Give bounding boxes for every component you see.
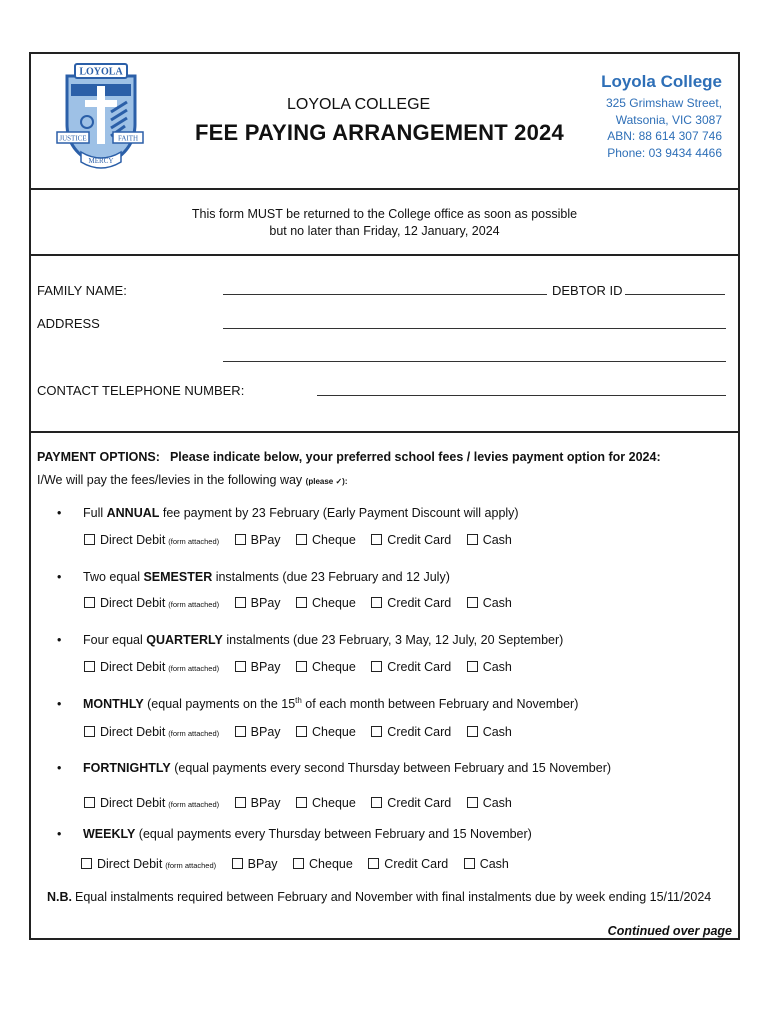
- option-keyword: ANNUAL: [106, 506, 160, 520]
- address-field-line-2[interactable]: [223, 361, 726, 362]
- family-name-field[interactable]: [223, 294, 547, 295]
- checkbox-icon[interactable]: [235, 534, 246, 545]
- option-text: instalments (due 23 February, 3 May, 12 July, 20 September): [222, 633, 564, 647]
- bpay-option[interactable]: [235, 725, 281, 739]
- option-text: Two equal: [83, 570, 144, 584]
- method-label: Direct Debit: [100, 796, 166, 810]
- method-label: BPay: [247, 857, 278, 871]
- method-label: Cheque: [312, 596, 356, 610]
- method-label: Cheque: [312, 533, 356, 547]
- semester-methods: [84, 596, 524, 610]
- college-contact-block: [601, 72, 722, 161]
- form-title: FEE PAYING ARRANGEMENT 2024: [195, 120, 564, 145]
- bpay-option[interactable]: [235, 796, 281, 810]
- checkbox-icon[interactable]: [235, 726, 246, 737]
- cash-option[interactable]: [464, 857, 509, 871]
- cheque-option[interactable]: [296, 725, 356, 739]
- checkbox-icon[interactable]: [467, 797, 478, 808]
- method-label: Direct Debit: [100, 533, 166, 547]
- bullet-icon: •: [57, 827, 62, 841]
- college-phone: Phone: 03 9434 4466: [607, 145, 722, 160]
- checkbox-icon[interactable]: [464, 858, 475, 869]
- credit-card-option[interactable]: [371, 596, 451, 610]
- cheque-option[interactable]: [296, 596, 356, 610]
- option-text: (equal payments on the 15: [143, 697, 296, 712]
- college-name: Loyola College: [601, 72, 722, 91]
- header-divider: [31, 188, 738, 190]
- checkbox-icon[interactable]: [371, 797, 382, 808]
- checkbox-icon[interactable]: [467, 534, 478, 545]
- checkbox-icon[interactable]: [84, 597, 95, 608]
- checkbox-icon[interactable]: [296, 726, 307, 737]
- method-label: BPay: [250, 725, 281, 739]
- credit-card-option[interactable]: [371, 533, 451, 547]
- school-name-heading: LOYOLA COLLEGE: [287, 96, 431, 113]
- checkbox-icon[interactable]: [81, 858, 92, 869]
- college-street: 325 Grimshaw Street,: [605, 96, 722, 110]
- form-attached-note: (form attached): [168, 600, 220, 609]
- method-label: Credit Card: [387, 796, 452, 810]
- form-attached-note: (form attached): [168, 664, 220, 673]
- ordinal-suffix: th: [295, 696, 302, 705]
- bpay-option[interactable]: [235, 533, 281, 547]
- option-text: (equal payments every Thursday between February and 15 November): [135, 827, 532, 841]
- monthly-methods: [84, 725, 524, 739]
- return-notice: [31, 206, 738, 239]
- checkbox-icon[interactable]: [371, 534, 382, 545]
- bullet-icon: •: [57, 633, 62, 647]
- cash-option[interactable]: [467, 660, 512, 674]
- method-label: BPay: [250, 660, 281, 674]
- option-quarterly: [57, 633, 563, 647]
- form-attached-note: (form attached): [165, 861, 217, 870]
- family-name-label: FAMILY NAME:: [37, 283, 127, 298]
- method-label: Cash: [482, 596, 512, 610]
- instruction-text: I/We will pay the fees/levies in the following way: [37, 473, 303, 487]
- method-label: Credit Card: [387, 533, 452, 547]
- option-semester: [57, 570, 450, 584]
- college-suburb: Watsonia, VIC 3087: [615, 112, 722, 127]
- checkbox-icon[interactable]: [84, 726, 95, 737]
- cheque-option[interactable]: [296, 533, 356, 547]
- option-keyword: QUARTERLY: [146, 633, 223, 647]
- direct-debit-option[interactable]: [81, 857, 216, 871]
- option-text: Four equal: [83, 633, 147, 647]
- option-weekly: [57, 827, 532, 841]
- method-label: Cheque: [312, 725, 356, 739]
- method-label: Credit Card: [387, 660, 452, 674]
- method-label: Credit Card: [384, 857, 449, 871]
- cash-option[interactable]: [467, 596, 512, 610]
- debtor-id-field[interactable]: [625, 294, 725, 295]
- direct-debit-option[interactable]: [84, 660, 219, 674]
- checkbox-icon[interactable]: [293, 858, 304, 869]
- bpay-option[interactable]: [235, 596, 281, 610]
- header-section: [31, 54, 738, 189]
- checkbox-icon[interactable]: [296, 797, 307, 808]
- weekly-methods: [81, 857, 521, 871]
- option-keyword: FORTNIGHTLY: [83, 761, 171, 775]
- credit-card-option[interactable]: [371, 725, 451, 739]
- cheque-option[interactable]: [296, 660, 356, 674]
- method-label: Direct Debit: [100, 660, 166, 674]
- instalment-note: [47, 890, 711, 904]
- checkbox-icon[interactable]: [84, 797, 95, 808]
- method-label: Cheque: [309, 857, 353, 871]
- fortnightly-methods: [84, 796, 524, 810]
- option-monthly: [57, 696, 578, 711]
- form-attached-note: (form attached): [168, 537, 220, 546]
- payment-options-label: PAYMENT OPTIONS:: [37, 450, 160, 464]
- address-label: ADDRESS: [37, 316, 100, 331]
- method-label: BPay: [250, 796, 281, 810]
- nb-text: Equal instalments required between February and November with final instalments due by week ending 15/11/2024: [75, 890, 712, 904]
- checkbox-icon[interactable]: [232, 858, 243, 869]
- bpay-option[interactable]: [232, 857, 278, 871]
- option-keyword: MONTHLY: [83, 697, 144, 712]
- payment-instruction: [37, 473, 348, 487]
- checkbox-icon[interactable]: [467, 661, 478, 672]
- checkbox-icon[interactable]: [371, 597, 382, 608]
- option-text: (equal payments every second Thursday between February and 15 November): [170, 761, 612, 775]
- crest-right-text: FAITH: [117, 134, 139, 143]
- crest-top-text: LOYOLA: [79, 66, 123, 78]
- credit-card-option[interactable]: [371, 660, 451, 674]
- cheque-option[interactable]: [293, 857, 353, 871]
- method-label: Cash: [479, 857, 509, 871]
- cash-option[interactable]: [467, 725, 512, 739]
- bullet-icon: •: [57, 506, 62, 520]
- bullet-icon: •: [57, 697, 62, 712]
- notice-line-1: This form MUST be returned to the College office as soon as possible: [191, 207, 578, 221]
- annual-methods: [84, 533, 524, 547]
- checkbox-icon[interactable]: [296, 661, 307, 672]
- payment-options-heading: [37, 450, 661, 464]
- quarterly-methods: [84, 660, 524, 674]
- credit-card-option[interactable]: [368, 857, 448, 871]
- method-label: Cash: [482, 660, 512, 674]
- method-label: Direct Debit: [100, 725, 166, 739]
- bpay-option[interactable]: [235, 660, 281, 674]
- option-annual: [57, 506, 519, 520]
- checkbox-icon[interactable]: [296, 597, 307, 608]
- bullet-icon: •: [57, 761, 62, 775]
- cash-option[interactable]: [467, 533, 512, 547]
- method-label: Cash: [482, 796, 512, 810]
- notice-line-2: but no later than Friday, 12 January, 2024: [269, 223, 500, 238]
- method-label: Cash: [482, 533, 512, 547]
- direct-debit-option[interactable]: [84, 533, 219, 547]
- continued-over-page: Continued over page: [607, 924, 732, 938]
- crest-left-text: JUSTICE: [59, 134, 87, 143]
- crest-bottom-text: MERCY: [88, 157, 114, 165]
- bullet-icon: •: [57, 570, 62, 584]
- direct-debit-option[interactable]: [84, 596, 219, 610]
- nb-label: N.B.: [47, 890, 72, 904]
- telephone-label: CONTACT TELEPHONE NUMBER:: [37, 383, 245, 398]
- method-label: Credit Card: [387, 725, 452, 739]
- form-attached-note: (form attached): [168, 729, 220, 738]
- method-label: Cheque: [312, 660, 356, 674]
- method-label: Cheque: [312, 796, 356, 810]
- checkbox-icon[interactable]: [296, 534, 307, 545]
- form-attached-note: (form attached): [168, 800, 220, 809]
- direct-debit-option[interactable]: [84, 725, 219, 739]
- option-text: Full: [83, 506, 107, 520]
- credit-card-option[interactable]: [371, 796, 451, 810]
- cheque-option[interactable]: [296, 796, 356, 810]
- debtor-id-label: DEBTOR ID: [552, 283, 623, 298]
- address-field-line-1[interactable]: [223, 328, 726, 329]
- notice-divider: [31, 254, 738, 256]
- school-crest-logo: [55, 62, 147, 174]
- option-text: fee payment by 23 February (Early Payment Discount will apply): [159, 506, 519, 520]
- method-label: BPay: [250, 596, 281, 610]
- checkbox-icon[interactable]: [371, 726, 382, 737]
- checkbox-icon[interactable]: [235, 597, 246, 608]
- checkbox-icon[interactable]: [235, 661, 246, 672]
- checkbox-icon[interactable]: [235, 797, 246, 808]
- option-keyword: SEMESTER: [143, 570, 213, 584]
- telephone-field[interactable]: [317, 395, 726, 396]
- college-abn: ABN: 88 614 307 746: [607, 129, 722, 143]
- direct-debit-option[interactable]: [84, 796, 219, 810]
- form-frame: [29, 52, 740, 940]
- method-label: BPay: [250, 533, 281, 547]
- fields-divider: [31, 431, 738, 433]
- checkbox-icon[interactable]: [467, 597, 478, 608]
- method-label: Cash: [482, 725, 512, 739]
- checkbox-icon[interactable]: [84, 534, 95, 545]
- method-label: Direct Debit: [97, 857, 163, 871]
- checkbox-icon[interactable]: [371, 661, 382, 672]
- cash-option[interactable]: [467, 796, 512, 810]
- checkbox-icon[interactable]: [84, 661, 95, 672]
- checkbox-icon[interactable]: [368, 858, 379, 869]
- method-label: Direct Debit: [100, 596, 166, 610]
- payment-options-text: Please indicate below, your preferred school fees / levies payment option for 2024:: [169, 450, 661, 464]
- instruction-tick-note: (please ✓):: [305, 477, 348, 486]
- checkbox-icon[interactable]: [467, 726, 478, 737]
- method-label: Credit Card: [387, 596, 452, 610]
- option-text: of each month between February and November): [301, 697, 579, 712]
- option-fortnightly: [57, 761, 611, 775]
- option-text: instalments (due 23 February and 12 July): [212, 570, 450, 584]
- option-keyword: WEEKLY: [83, 827, 136, 841]
